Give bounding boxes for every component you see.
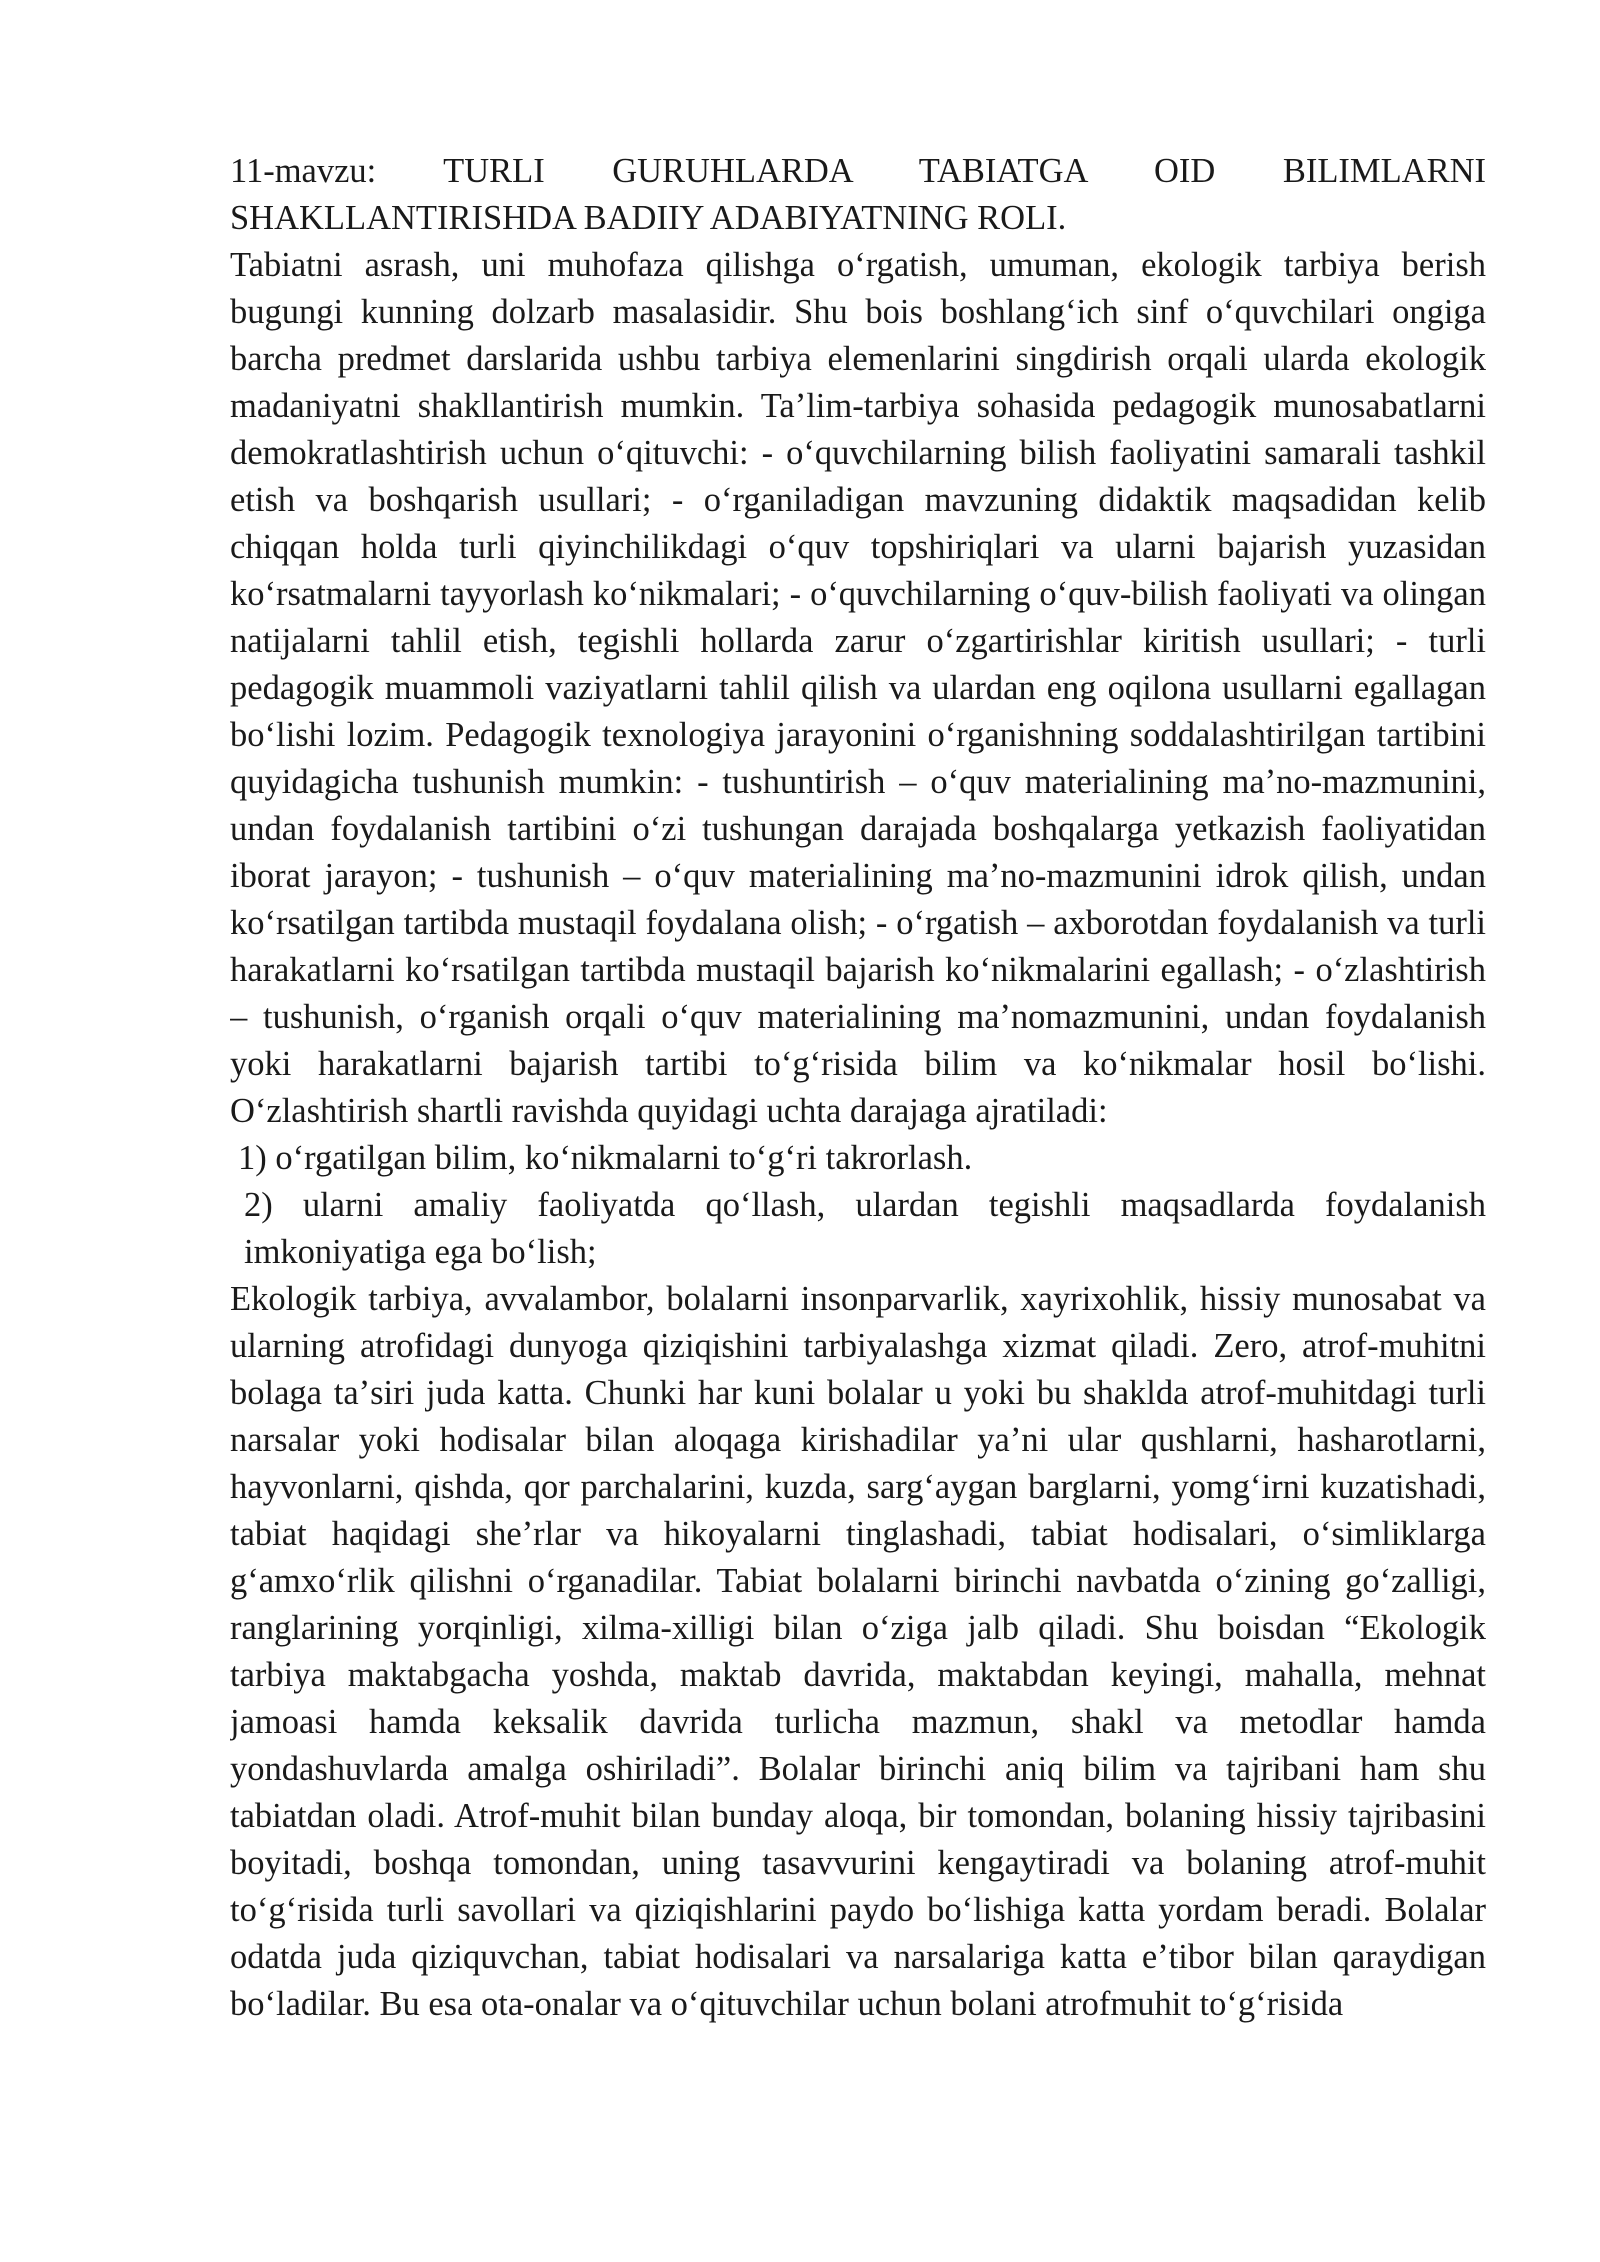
list-item-2: 2) ularni amaliy faoliyatda qoʻllash, ulardan tegishli maqsadlarda foydalanish imkoniyatiga ega boʻlish; [244, 1186, 1486, 1271]
document-page [230, 148, 1486, 2228]
list-item-1: 1) oʻrgatilgan bilim, koʻnikmalarni toʻgʻri takrorlash. [238, 1139, 973, 1177]
paragraph-2: Ekologik tarbiya, avvalambor, bolalarni insonparvarlik, xayrixohlik, hissiy munosabat va ularning atrofidagi dunyoga qiziqishini tarbiyalashga xizmat qiladi. Zero, atrof-muhitni bolaga taʼsiri juda katta. Chunki har kuni bolalar u yoki bu shaklda atrof-muhitdagi turli narsalar yoki hodisalar bilan aloqaga kirishadilar yaʼni ular qushlarni, hasharotlarni, hayvonlarni, qishda, qor parchalarini, kuzda, sargʻaygan barglarni, yomgʻirni kuzatishadi, tabiat haqidagi sheʼrlar va hikoyalarni tinglashadi, tabiat hodisalari, oʻsimliklarga gʻamxoʻrlik qilishni oʻrganadilar. Tabiat bolalarni birinchi navbatda oʻzining goʻzalligi, ranglarining yorqinligi, xilma-xilligi bilan oʻziga jalb qiladi. Shu boisdan “Ekologik tarbiya maktabgacha yoshda, maktab davrida, maktabdan keyingi, mahalla, mehnat jamoasi hamda keksalik davrida turlicha mazmun, shakl va metodlar hamda yondashuvlarda amalga oshiriladi”. Bolalar birinchi aniq bilim va tajribani ham shu tabiatdan oladi. Atrof-muhit bilan bunday aloqa, bir tomondan, bolaning hissiy tajribasini boyitadi, boshqa tomondan, uning tasavvurini kengaytiradi va bolaning atrof-muhit toʻgʻrisida turli savollari va qiziqishlarini paydo boʻlishiga katta yordam beradi. Bolalar odatda juda qiziquvchan, tabiat hodisalari va narsalariga katta eʼtibor bilan qaraydigan boʻladilar. Bu esa ota-onalar va oʻqituvchilar uchun bolani atrofmuhit toʻgʻrisida [230, 1280, 1486, 2023]
document-title: 11-mavzu: TURLI GURUHLARDA TABIATGA OID BILIMLARNI SHAKLLANTIRISHDA BADIIY ADABIYATNING ROLI. [230, 152, 1486, 237]
paragraph-1: Tabiatni asrash, uni muhofaza qilishga oʻrgatish, umuman, ekologik tarbiya berish bugungi kunning dolzarb masalasidir. Shu bois boshlangʻich sinf oʻquvchilari ongiga barcha predmet darslarida ushbu tarbiya elemenlarini singdirish orqali ularda ekologik madaniyatni shakllantirish mumkin. Taʼlim-tarbiya sohasida pedagogik munosabatlarni demokratlashtirish uchun oʻqituvchi: - oʻquvchilarning bilish faoliyatini samarali tashkil etish va boshqarish usullari; - oʻrganiladigan mavzuning didaktik maqsadidan kelib chiqqan holda turli qiyinchilikdagi oʻquv topshiriqlari va ularni bajarish yuzasidan koʻrsatmalarni tayyorlash koʻnikmalari; - oʻquvchilarning oʻquv-bilish faoliyati va olingan natijalarni tahlil etish, tegishli hollarda zarur oʻzgartirishlar kiritish usullari; - turli pedagogik muammoli vaziyatlarni tahlil qilish va ulardan eng oqilona usullarni egallagan boʻlishi lozim. Pedagogik texnologiya jarayonini oʻrganishning soddalashtirilgan tartibini quyidagicha tushunish mumkin: - tushuntirish – oʻquv materialining maʼno-mazmunini, undan foydalanish tartibini oʻzi tushungan darajada boshqalarga yetkazish faoliyatidan iborat jarayon; - tushunish – oʻquv materialining maʼno-mazmunini idrok qilish, undan koʻrsatilgan tartibda mustaqil foydalana olish; - oʻrgatish – axborotdan foydalanish va turli harakatlarni koʻrsatilgan tartibda mustaqil bajarish koʻnikmalarini egallash; - oʻzlashtirish – tushunish, oʻrganish orqali oʻquv materialining maʼnomazmunini, undan foydalanish yoki harakatlarni bajarish tartibi toʻgʻrisida bilim va koʻnikmalar hosil boʻlishi. Oʻzlashtirish shartli ravishda quyidagi uchta darajaga ajratiladi: [230, 246, 1486, 1130]
